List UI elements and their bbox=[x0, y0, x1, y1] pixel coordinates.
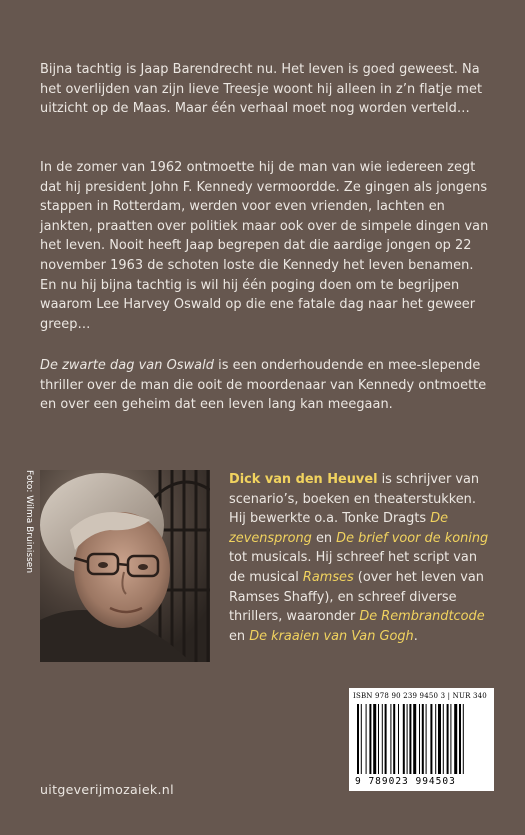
author-photo bbox=[40, 470, 210, 662]
bio-text: is schrijver van scenario’s, boeken en theaterstukken. Hij bewerkte o.a. Tonke Dragts bbox=[229, 472, 480, 527]
bio-title: De brief voor de koning bbox=[336, 530, 489, 546]
blurb-summary bbox=[40, 356, 490, 415]
author-bio bbox=[229, 470, 494, 646]
isbn-digits: 9 789023 994503 bbox=[355, 776, 456, 787]
bio-text: (over het leven van Ramses Shaffy), en schreef diverse thrillers, waaronder bbox=[229, 569, 484, 625]
bio-text: tot musicals. Hij schreef het script van de musical bbox=[229, 550, 478, 585]
bio-text: en bbox=[311, 530, 337, 546]
author-name: Dick van den Heuvel bbox=[229, 472, 378, 487]
bio-title: De Rembrandtcode bbox=[359, 609, 485, 625]
bio-title: De zevensprong bbox=[229, 511, 449, 546]
author-photo-image bbox=[40, 470, 210, 662]
book-title: De zwarte dag van Oswald bbox=[40, 358, 214, 373]
blurb-story: In de zomer van 1962 ontmoette hij de man van wie iedereen zegt dat hij president John F. Kennedy vermoordde. Ze gingen als jongens stappen in Rotterdam, werden voor even vrienden, lachten en jankten, praatten over politiek maar ook over de simpele dingen van het leven. Nooit heeft Jaap begrepen dat die aardige jongen op 22 november 1963 de schoten loste die Kennedy het leven benamen. En nu hij bijna tachtig is wil hij één poging doen om te begrijpen waarom Lee Harvey Oswald op die ene fatale dag naar het geweer greep… bbox=[40, 160, 489, 332]
publisher-url: uitgeverijmozaiek.nl bbox=[40, 782, 174, 797]
barcode-label bbox=[349, 688, 494, 791]
bio-text: . bbox=[413, 628, 418, 644]
bio-text: en bbox=[229, 628, 250, 644]
bio-title: De kraaien van Van Gogh bbox=[249, 628, 414, 644]
photo-credit bbox=[20, 470, 34, 660]
barcode-icon bbox=[357, 704, 487, 774]
bio-title: Ramses bbox=[302, 569, 354, 585]
blurb-intro: Bijna tachtig is Jaap Barendrecht nu. Het leven is goed geweest. Na het overlijden van zijn lieve Treesje woont hij alleen in z’n flatje met uitzicht op de Maas. Maar één verhaal moet nog worden verteld… bbox=[40, 62, 483, 117]
photo-credit-text: Foto: Wilma Bruinissen bbox=[24, 470, 34, 574]
blurb-summary-text: is een onderhoudende en mee-slepende thriller over de man die ooit de moordenaar van Kennedy ontmoette en over een geheim dat een leven lang kan meegaan. bbox=[40, 358, 487, 413]
isbn-line: ISBN 978 90 239 9450 3 | NUR 340 bbox=[353, 692, 487, 700]
